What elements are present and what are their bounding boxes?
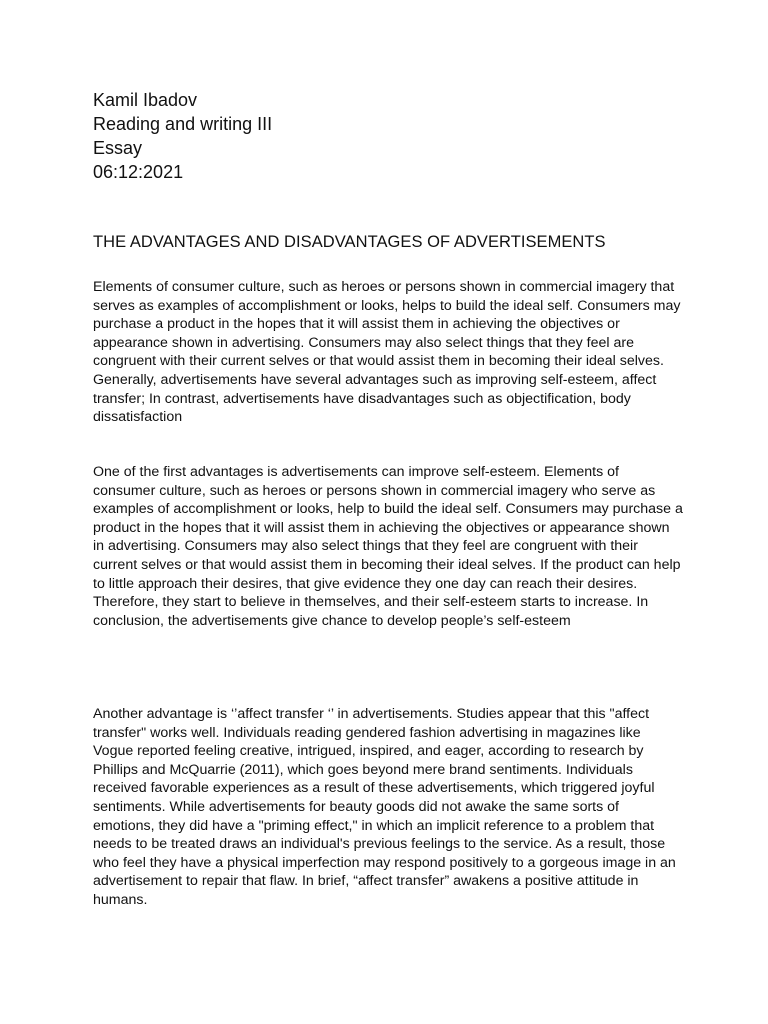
essay-header: [93, 88, 272, 184]
document-type: Essay: [93, 138, 143, 158]
paragraph-affect-transfer: Another advantage is ‘’affect transfer ‘’ in advertisements. Studies appear that this "affect transfer" works well. Individuals reading gendered fashion advertising in magazines like Vogue reported feeling creative, intrigued, inspired, and eager, according to research by Phillips and McQuarrie (2011), which goes beyond mere brand sentiments. Individuals received favorable experiences as a result of these advertisements, which triggered joyful sentiments. While advertisements for beauty goods did not awake the same sorts of emotions, they did have a "priming effect," in which an implicit reference to a problem that needs to be treated draws an individual's previous feelings to the service. As a result, those who feel they have a physical imperfection may respond positively to a gorgeous image in an advertisement to repair that flaw. In brief, “affect transfer” awakens a positive attitude in humans.: [93, 706, 676, 908]
paragraph-self-esteem: One of the first advantages is advertisements can improve self-esteem. Elements of consumer culture, such as heroes or persons shown in commercial imagery who serve as examples of accomplishment or looks, help to build the ideal self. Consumers may purchase a product in the hopes that it will assist them in achieving the objectives or appearance shown in advertising. Consumers may also select things that they feel are congruent with their current selves or that would assist them in becoming their ideal selves. If the product can help to little approach their desires, that give evidence they one day can reach their desires. Therefore, they start to believe in themselves, and their self-esteem starts to increase. In conclusion, the advertisements give chance to develop people’s self-esteem: [93, 464, 683, 629]
paragraph-introduction: Elements of consumer culture, such as heroes or persons shown in commercial imagery that serves as examples of accomplishment or looks, helps to build the ideal self. Consumers may purchase a product in the hopes that it will assist them in achieving the objectives or appearance shown in advertising. Consumers may also select things that they feel are congruent with their current selves or that would assist them in becoming their ideal selves. Generally, advertisements have several advantages such as improving self-esteem, affect transfer; In contrast, advertisements have disadvantages such as objectification, body dissatisfaction: [93, 279, 681, 426]
essay-title: THE ADVANTAGES AND DISADVANTAGES OF ADVERTISEMENTS: [93, 233, 606, 251]
essay-date: 06:12:2021: [93, 162, 184, 182]
course-name: Reading and writing III: [93, 114, 273, 134]
author-name: Kamil Ibadov: [93, 90, 198, 110]
